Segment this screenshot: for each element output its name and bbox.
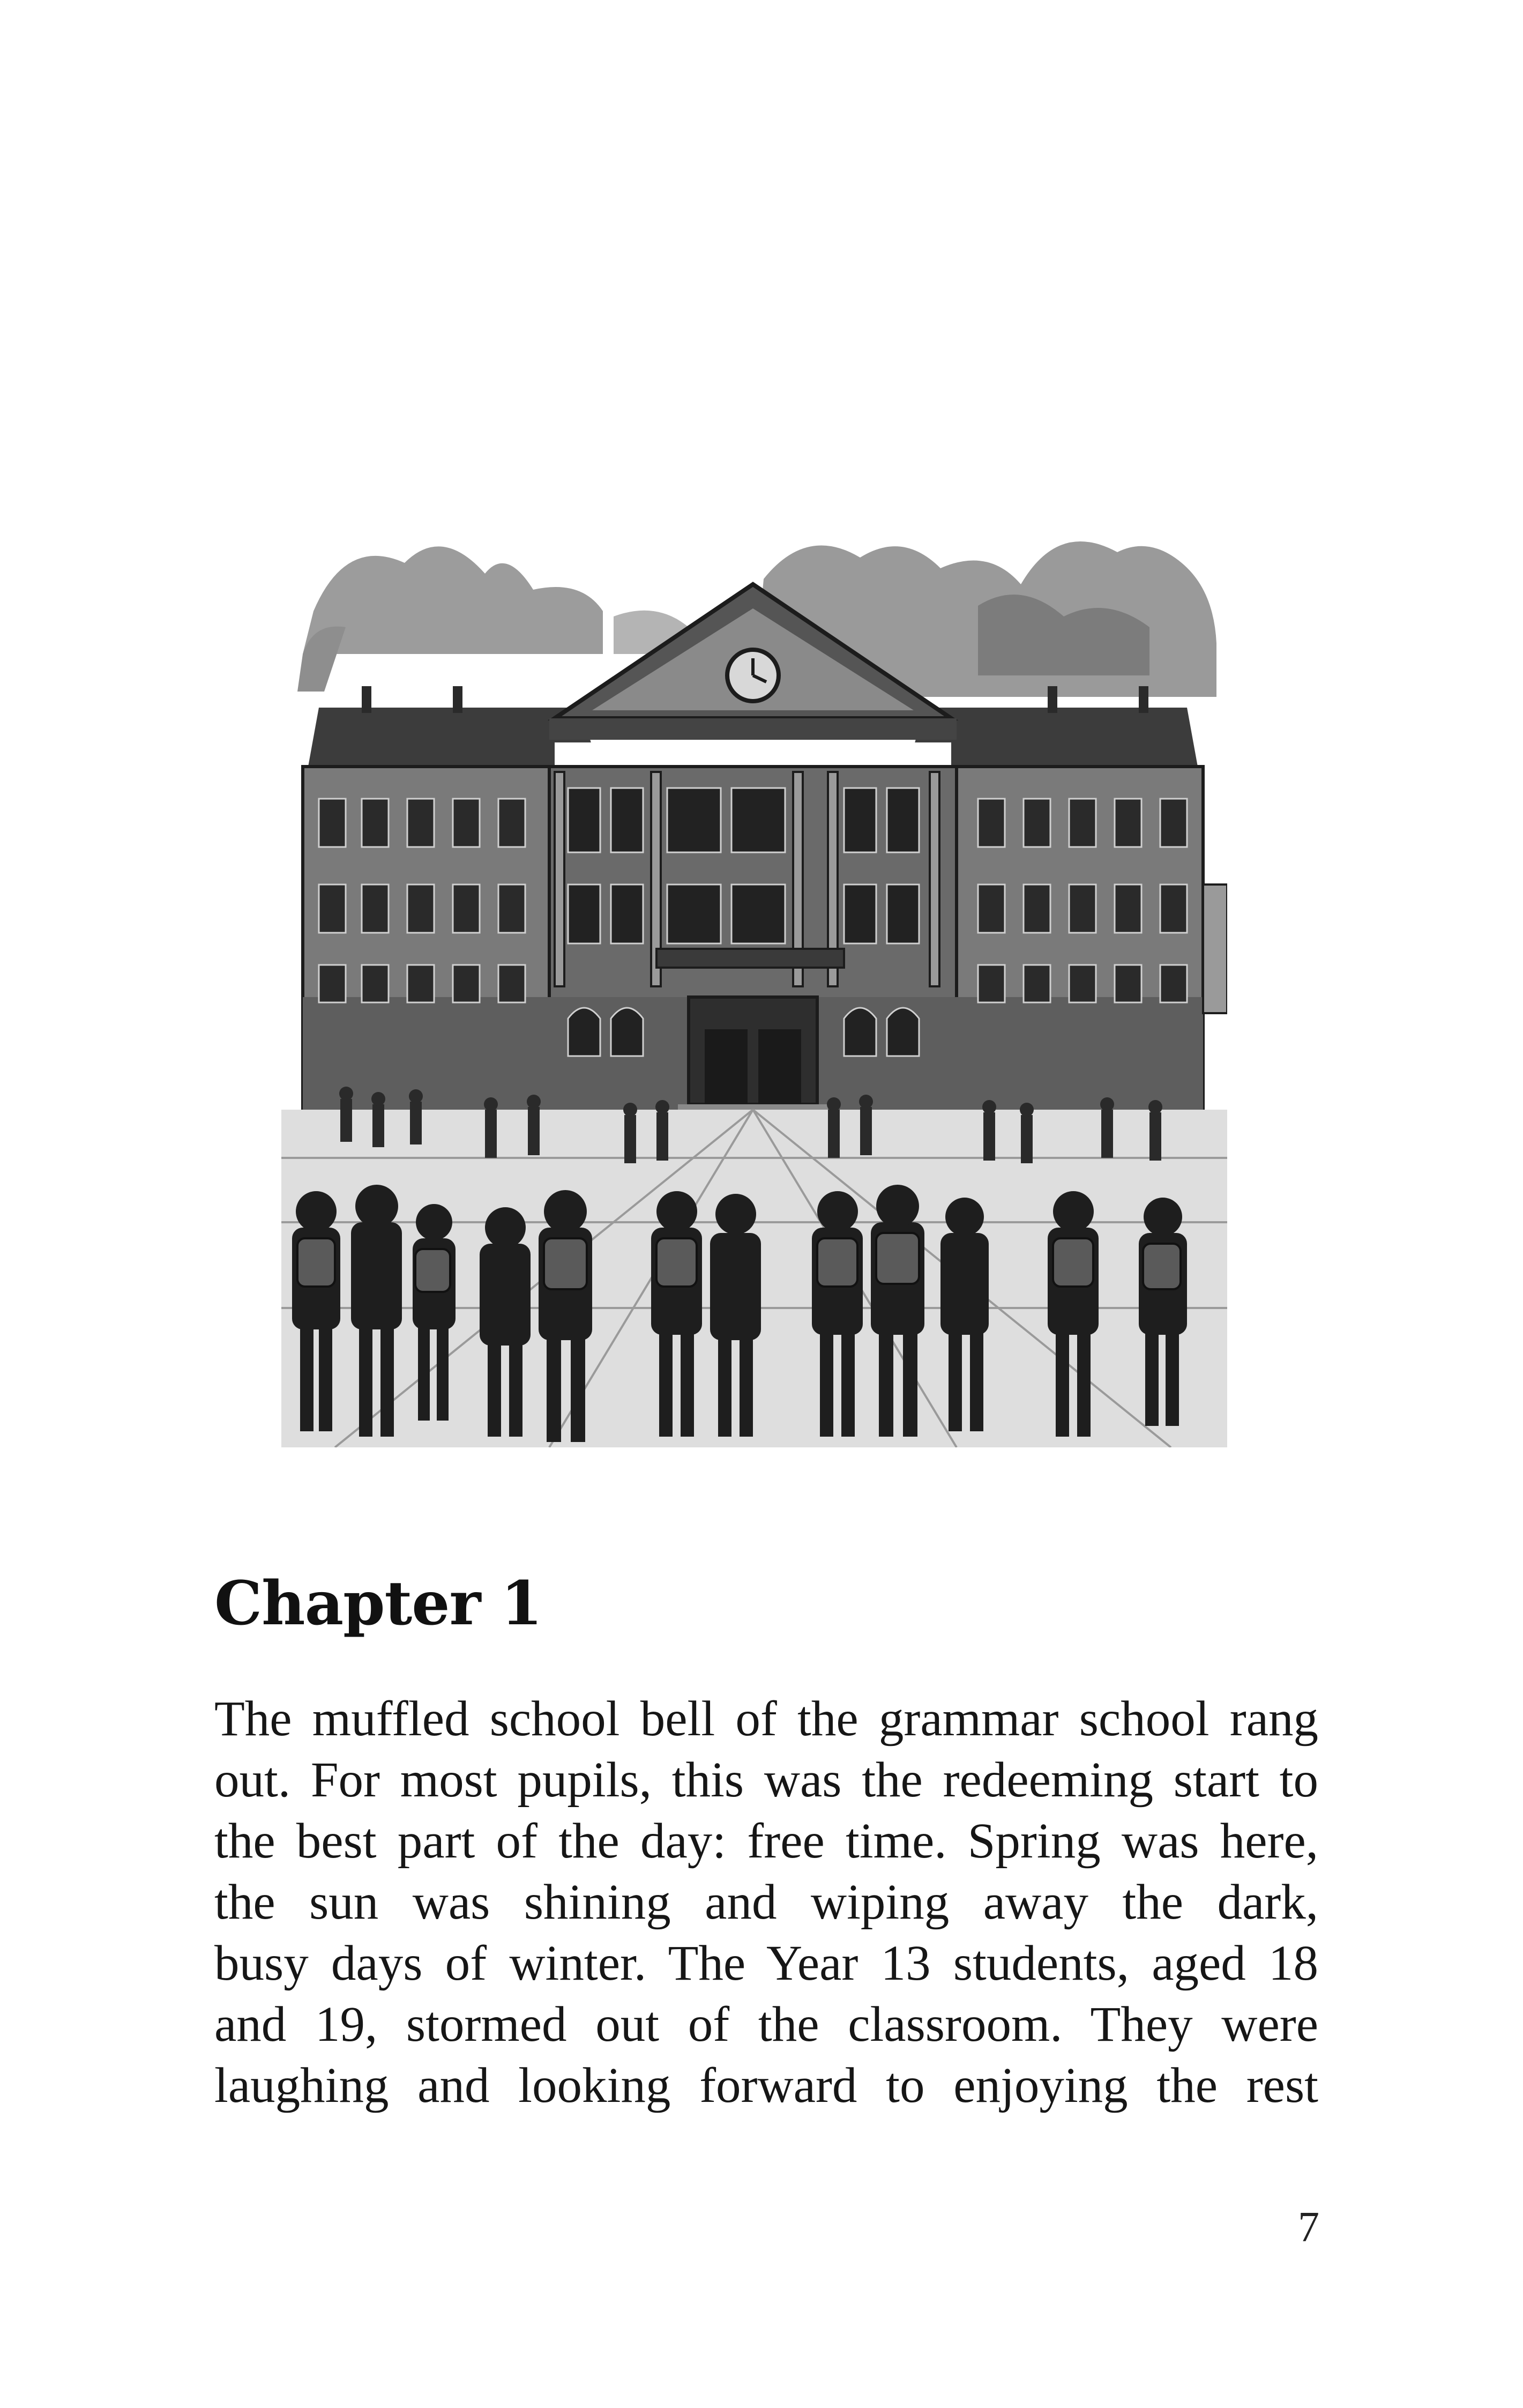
body-line: and 19, stormed out of the classroom. They were bbox=[214, 1997, 1318, 2052]
body-line: the best part of the day: free time. Spring was here, bbox=[214, 1814, 1318, 1869]
illustration-canvas bbox=[281, 515, 1227, 1447]
body-line: busy days of winter. The Year 13 students, aged 18 bbox=[214, 1936, 1318, 1991]
chapter-body-text bbox=[214, 1689, 1318, 2116]
body-line: The muffled school bell of the grammar school rang bbox=[214, 1691, 1318, 1746]
body-line: laughing and looking forward to enjoying the rest bbox=[214, 2058, 1318, 2113]
school-building-illustration bbox=[281, 515, 1227, 1447]
chapter-heading: Chapter 1 bbox=[214, 1569, 542, 1639]
body-line: the sun was shining and wiping away the dark, bbox=[214, 1875, 1318, 1930]
body-line: out. For most pupils, this was the redeeming start to bbox=[214, 1752, 1318, 1808]
page-number: 7 bbox=[1298, 2204, 1319, 2251]
